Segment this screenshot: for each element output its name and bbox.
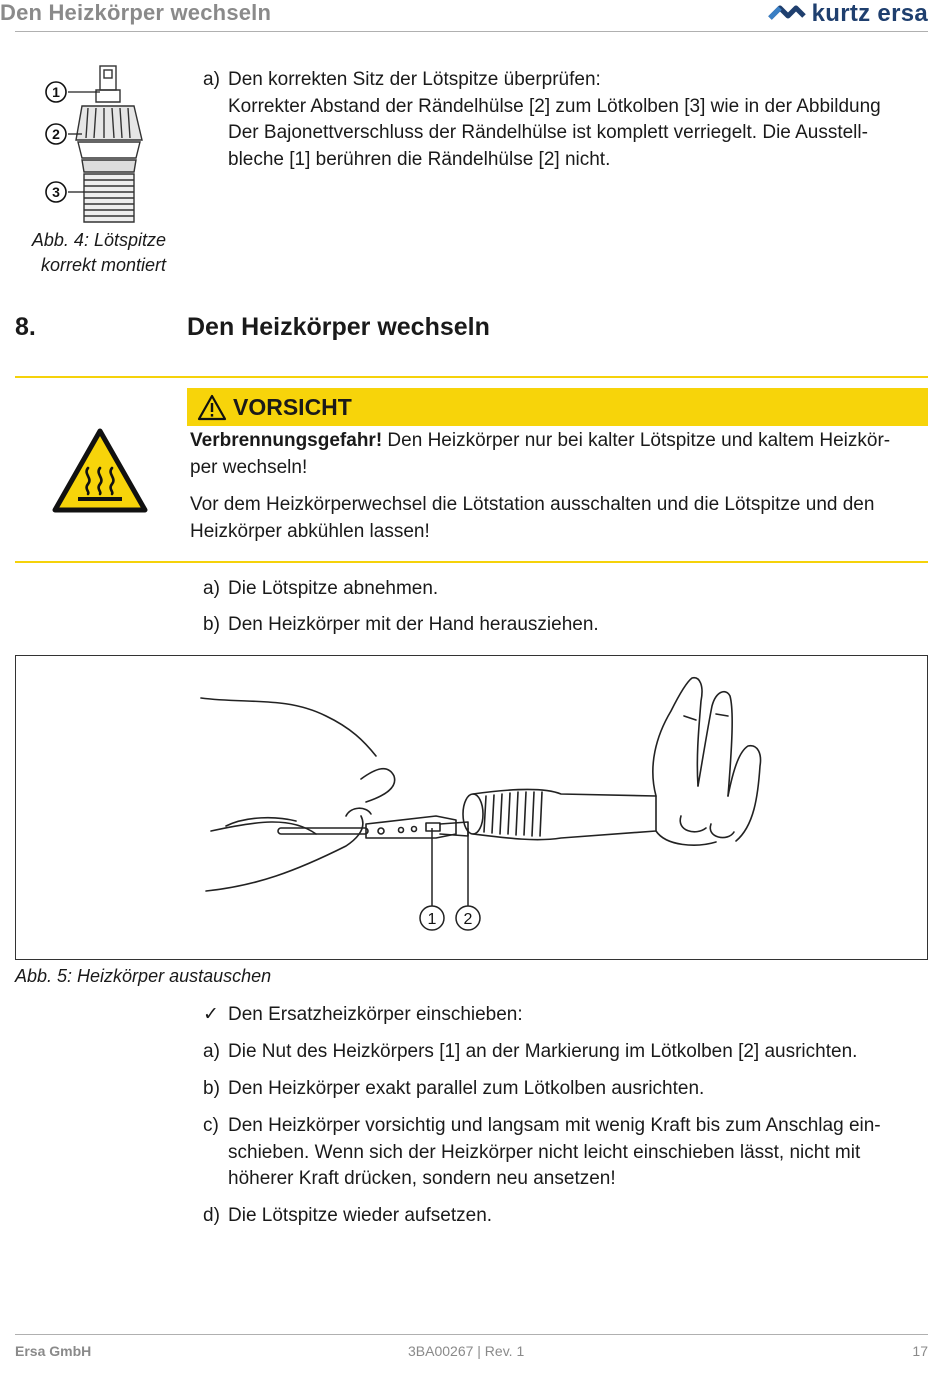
- step-label: b): [203, 1078, 220, 1099]
- step-label: a): [203, 1041, 220, 1062]
- step-text: Den korrekten Sitz der Lötspitze überprüfen:: [228, 69, 601, 90]
- warning-text: per wechseln!: [190, 456, 308, 478]
- step-text: Die Nut des Heizkörpers [1] an der Markierung im Lötkolben [2] ausrichten.: [228, 1041, 858, 1062]
- check-step: [203, 67, 881, 173]
- callout-label-2: 2: [463, 911, 473, 928]
- step-text: schieben. Wenn sich der Heizkörper nicht leicht einschieben lässt, nicht mit: [228, 1141, 861, 1163]
- brand-logo: [768, 0, 928, 28]
- step-text: bleche [1] berühren die Rändelhülse [2] nicht.: [228, 148, 611, 170]
- step-text: Den Heizkörper mit der Hand herausziehen.: [228, 614, 599, 635]
- callout-label-1: 1: [427, 911, 437, 928]
- list-item: [203, 1113, 881, 1193]
- footer-page-number: 17: [912, 1343, 928, 1359]
- warning-text: Den Heizkörper nur bei kalter Lötspitze und kaltem Heizkör-: [382, 430, 891, 451]
- step-text: Den Heizkörper vorsichtig und langsam mit wenig Kraft bis zum Anschlag ein-: [228, 1115, 881, 1136]
- section-title: Den Heizkörper wechseln: [187, 313, 490, 341]
- warning-triangle-icon: [197, 394, 227, 421]
- brand-name: kurtz ersa: [811, 0, 928, 27]
- warning-top-rule: [15, 376, 928, 378]
- footer-company: Ersa GmbH: [15, 1343, 92, 1359]
- figure4-caption-line: korrekt montiert: [40, 255, 166, 275]
- install-intro: [203, 1002, 523, 1029]
- header-divider: [15, 31, 928, 32]
- figure4-caption: [15, 228, 166, 278]
- list-item: [203, 612, 599, 639]
- list-item: [203, 576, 438, 603]
- page-header-title: Den Heizkörper wechseln: [0, 0, 272, 25]
- check-mark-icon: ✓: [203, 1004, 219, 1025]
- step-text: Die Lötspitze wieder aufsetzen.: [228, 1205, 493, 1226]
- callout-label-2: 2: [52, 126, 60, 142]
- warning-bottom-rule: [15, 561, 928, 563]
- step-text: Korrekter Abstand der Rändelhülse [2] zum Lötkolben [3] wie in der Abbildung: [228, 95, 881, 117]
- warning-paragraph-2: [190, 492, 925, 545]
- step-label: d): [203, 1205, 220, 1226]
- section-number: 8.: [15, 313, 36, 341]
- step-label: a): [203, 69, 220, 90]
- brand-mark-icon: [768, 2, 806, 26]
- warning-signal-bar: [187, 388, 928, 426]
- list-item: [203, 1039, 857, 1066]
- step-text: Der Bajonettverschluss der Rändelhülse ist komplett verriegelt. Die Ausstell-: [228, 122, 868, 143]
- figure5-caption: Abb. 5: Heizkörper austauschen: [15, 966, 272, 986]
- step-label: b): [203, 614, 220, 635]
- step-text: Die Lötspitze abnehmen.: [228, 578, 439, 599]
- callout-label-1: 1: [52, 84, 60, 100]
- step-text: höherer Kraft drücken, sondern neu ansetzen!: [228, 1168, 616, 1189]
- step-label: c): [203, 1115, 219, 1136]
- figure5-frame: [15, 655, 928, 960]
- step-text: Den Heizkörper exakt parallel zum Lötkolben ausrichten.: [228, 1078, 705, 1099]
- callout-label-3: 3: [52, 184, 60, 200]
- hot-surface-warning-icon: [52, 428, 148, 514]
- soldering-tip-mounted-figure: [38, 62, 158, 224]
- heating-element-replacement-figure: [16, 656, 927, 959]
- warning-text: Heizkörper abkühlen lassen!: [190, 520, 430, 542]
- list-item: [203, 1076, 704, 1103]
- warning-signal-word: VORSICHT: [233, 393, 352, 420]
- step-text: Den Ersatzheizkörper einschieben:: [228, 1004, 523, 1025]
- footer-doc-id: 3BA00267 | Rev. 1: [408, 1343, 525, 1359]
- step-label: a): [203, 578, 220, 599]
- warning-paragraph-1: [190, 428, 925, 481]
- footer-divider: [15, 1334, 928, 1335]
- warning-hazard-lead: Verbrennungsgefahr!: [190, 430, 383, 451]
- figure4-caption-line: Abb. 4: Lötspitze: [31, 230, 166, 250]
- list-item: [203, 1203, 492, 1230]
- warning-text: Vor dem Heizkörperwechsel die Lötstation ausschalten und die Lötspitze und den: [190, 494, 875, 515]
